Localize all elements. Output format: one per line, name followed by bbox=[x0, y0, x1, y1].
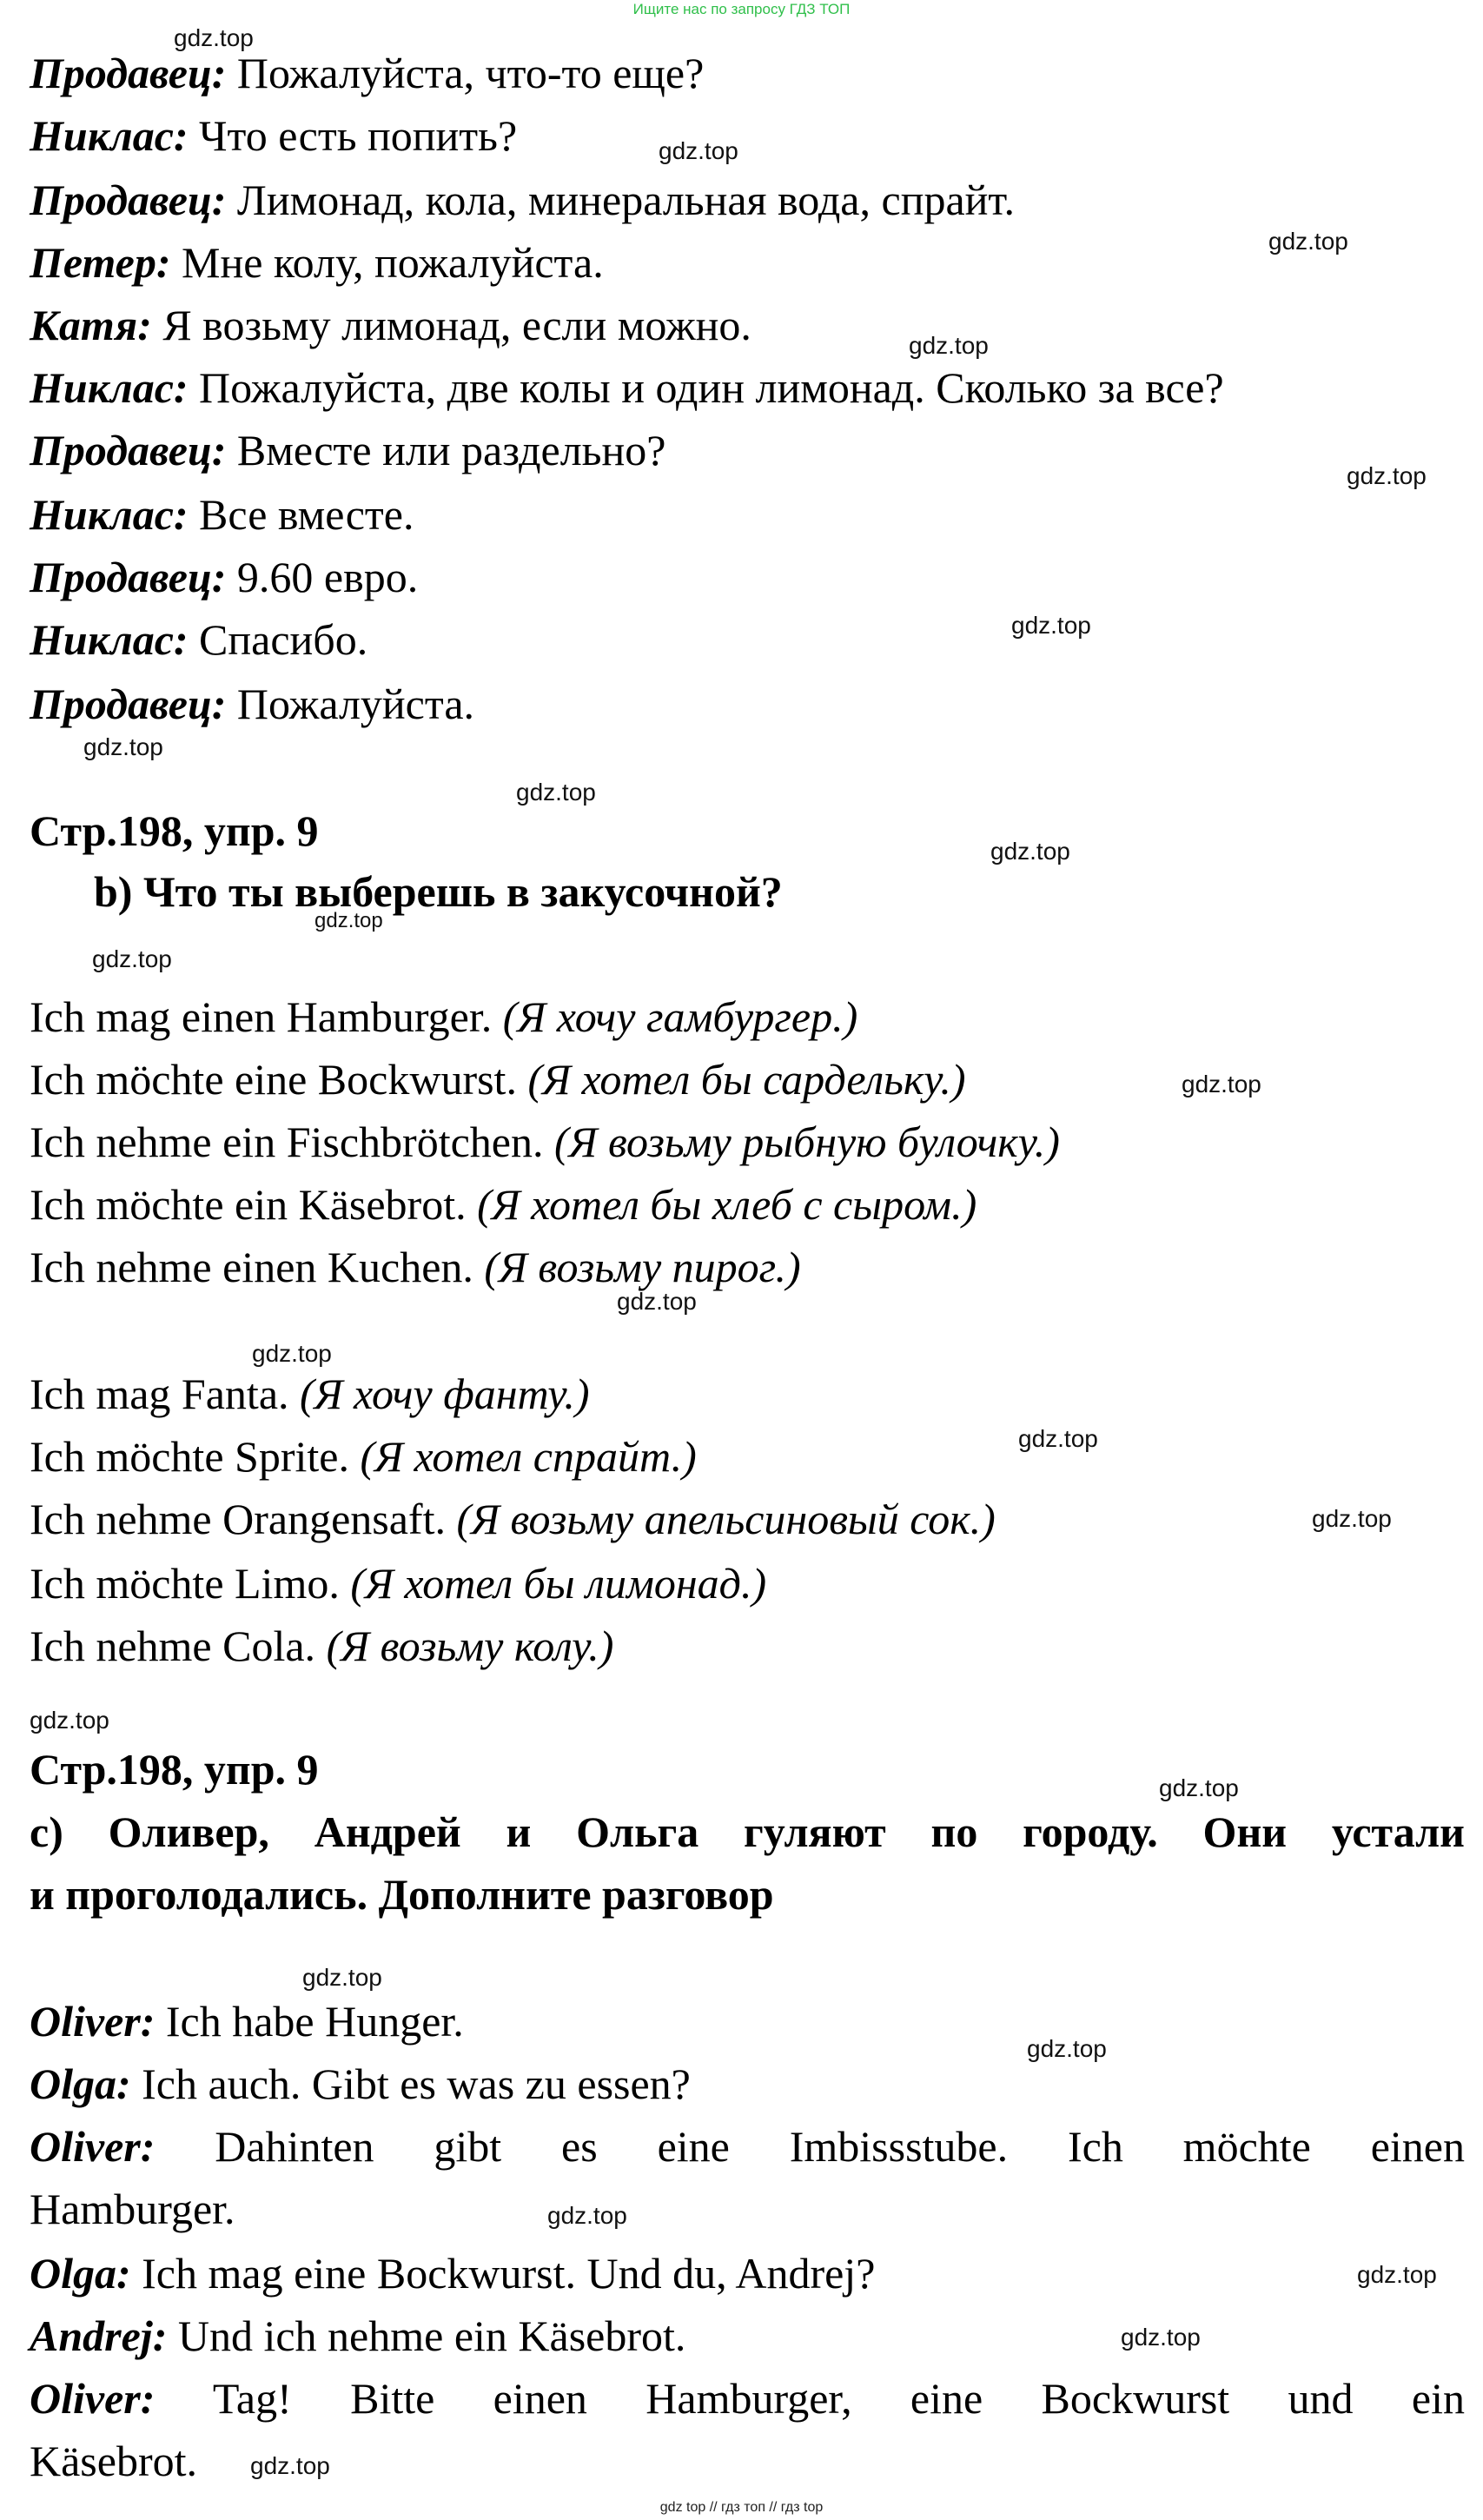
speaker: Продавец: bbox=[30, 426, 227, 474]
dialog1-line-2 bbox=[30, 109, 517, 162]
utterance: Tag! Bitte einen Hamburger, eine Bockwurst und ein bbox=[155, 2374, 1465, 2423]
watermark: gdz.top bbox=[1011, 612, 1091, 639]
watermark: gdz.top bbox=[1182, 1071, 1261, 1098]
watermark: gdz.top bbox=[659, 137, 738, 164]
russian-translation: (Я хочу фанту.) bbox=[300, 1369, 590, 1418]
speaker: Петер: bbox=[30, 238, 171, 287]
speaker: Продавец: bbox=[30, 49, 227, 97]
speaker: Продавец: bbox=[30, 680, 227, 728]
utterance: Und ich nehme ein Käsebrot. bbox=[167, 2311, 686, 2360]
russian-translation: (Я возьму пирог.) bbox=[484, 1243, 801, 1291]
watermark: gdz.top bbox=[30, 1707, 109, 1734]
dialog1-line-8 bbox=[30, 488, 414, 540]
russian-translation: (Я хочу гамбургер.) bbox=[502, 992, 858, 1041]
section-b-subtitle: b) Что ты выберешь в закусочной? bbox=[94, 867, 783, 916]
german-phrase: Ich möchte Limo. bbox=[30, 1559, 351, 1608]
russian-translation: (Я хотел бы лимонад.) bbox=[350, 1559, 767, 1608]
drink-line-2 bbox=[30, 1430, 697, 1482]
utterance: Вместе или раздельно? bbox=[226, 426, 666, 474]
speaker: Andrej: bbox=[30, 2311, 168, 2360]
utterance: 9.60 евро. bbox=[226, 553, 419, 601]
utterance: Я возьму лимонад, если можно. bbox=[151, 301, 751, 349]
drink-line-4 bbox=[30, 1557, 766, 1609]
drink-line-1 bbox=[30, 1368, 590, 1420]
watermark: gdz.top bbox=[302, 1964, 382, 1991]
drink-line-5 bbox=[30, 1620, 613, 1672]
watermark: gdz.top bbox=[1357, 2261, 1437, 2288]
section-c-subtitle-line1: c) Оливер, Андрей и Ольга гуляют по городу. Они устали bbox=[30, 1807, 1465, 1856]
watermark: gdz.top bbox=[1347, 462, 1427, 489]
dialog2-line-6 bbox=[30, 2372, 1465, 2424]
watermark: gdz.top bbox=[314, 909, 383, 932]
utterance: Dahinten gibt es eine Imbissstube. Ich möchte einen bbox=[155, 2122, 1465, 2171]
speaker: Продавец: bbox=[30, 176, 227, 224]
watermark: gdz.top bbox=[516, 779, 596, 806]
dialog1-line-9 bbox=[30, 551, 418, 603]
german-phrase: Ich möchte ein Käsebrot. bbox=[30, 1180, 478, 1229]
dialog2-line-1 bbox=[30, 1995, 464, 2047]
watermark: gdz.top bbox=[1312, 1505, 1392, 1532]
dialog2-line-5 bbox=[30, 2310, 685, 2362]
dialog2-line-2 bbox=[30, 2058, 691, 2110]
russian-translation: (Я возьму колу.) bbox=[326, 1621, 614, 1670]
speaker: Никлас: bbox=[30, 490, 189, 539]
german-phrase: Ich nehme einen Kuchen. bbox=[30, 1243, 485, 1291]
utterance: Все вместе. bbox=[188, 490, 414, 539]
watermark: gdz.top bbox=[92, 945, 172, 972]
utterance: Пожалуйста. bbox=[226, 680, 475, 728]
utterance: Лимонад, кола, минеральная вода, спрайт. bbox=[226, 176, 1015, 224]
speaker: Никлас: bbox=[30, 111, 189, 160]
german-phrase: Ich mag einen Hamburger. bbox=[30, 992, 503, 1041]
speaker: Никлас: bbox=[30, 363, 189, 412]
utterance: Käsebrot. bbox=[30, 2437, 197, 2485]
section-b-title: Стр.198, упр. 9 bbox=[30, 806, 319, 855]
german-phrase: Ich mag Fanta. bbox=[30, 1369, 301, 1418]
footer-links[interactable]: gdz top // гдз топ // гдз top bbox=[659, 2500, 824, 2515]
watermark: gdz.top bbox=[990, 838, 1070, 865]
german-phrase: Ich möchte eine Bockwurst. bbox=[30, 1055, 528, 1104]
watermark: gdz.top bbox=[1159, 1774, 1239, 1801]
german-phrase: Ich nehme Orangensaft. bbox=[30, 1495, 457, 1543]
watermark: gdz.top bbox=[1268, 228, 1348, 255]
speaker: Oliver: bbox=[30, 2374, 156, 2423]
food-line-1 bbox=[30, 991, 857, 1043]
speaker: Катя: bbox=[30, 301, 152, 349]
watermark: gdz.top bbox=[174, 24, 254, 51]
utterance: Hamburger. bbox=[30, 2185, 235, 2233]
utterance: Мне колу, пожалуйста. bbox=[170, 238, 604, 287]
food-line-2 bbox=[30, 1053, 966, 1105]
dialog1-line-1 bbox=[30, 47, 704, 99]
speaker: Olga: bbox=[30, 2059, 131, 2108]
watermark: gdz.top bbox=[909, 332, 989, 359]
dialog2-line-4 bbox=[30, 2247, 875, 2299]
dialog1-line-5 bbox=[30, 299, 751, 351]
dialog1-line-4 bbox=[30, 236, 604, 288]
section-c-subtitle-line2: и проголодались. Дополните разговор bbox=[30, 1870, 774, 1919]
utterance: Что есть попить? bbox=[188, 111, 518, 160]
german-phrase: Ich nehme ein Fischbrötchen. bbox=[30, 1117, 554, 1166]
russian-translation: (Я возьму рыбную булочку.) bbox=[553, 1117, 1060, 1166]
german-phrase: Ich möchte Sprite. bbox=[30, 1432, 361, 1481]
watermark: gdz.top bbox=[250, 2452, 330, 2479]
utterance: Спасибо. bbox=[188, 615, 368, 664]
utterance: Ich habe Hunger. bbox=[155, 1997, 464, 2046]
section-c-title: Стр.198, упр. 9 bbox=[30, 1745, 319, 1794]
speaker: Oliver: bbox=[30, 1997, 156, 2046]
german-phrase: Ich nehme Cola. bbox=[30, 1621, 327, 1670]
watermark: gdz.top bbox=[1027, 2035, 1107, 2062]
food-line-4 bbox=[30, 1178, 977, 1230]
russian-translation: (Я хотел спрайт.) bbox=[360, 1432, 697, 1481]
utterance: Пожалуйста, что-то еще? bbox=[226, 49, 705, 97]
watermark: gdz.top bbox=[1018, 1425, 1098, 1452]
watermark: gdz.top bbox=[547, 2202, 627, 2229]
utterance: Ich mag eine Bockwurst. Und du, Andrej? bbox=[130, 2249, 876, 2298]
dialog2-line-6-cont bbox=[30, 2435, 197, 2487]
dialog2-line-3-cont bbox=[30, 2183, 235, 2235]
watermark: gdz.top bbox=[617, 1288, 697, 1315]
watermark: gdz.top bbox=[83, 733, 163, 760]
speaker: Продавец: bbox=[30, 553, 227, 601]
speaker: Никлас: bbox=[30, 615, 189, 664]
russian-translation: (Я хотел бы сардельку.) bbox=[527, 1055, 966, 1104]
dialog1-line-7 bbox=[30, 424, 665, 476]
russian-translation: (Я возьму апельсиновый сок.) bbox=[456, 1495, 996, 1543]
top-banner[interactable]: Ищите нас по запросу ГДЗ ТОП bbox=[632, 1, 851, 17]
dialog2-line-3 bbox=[30, 2120, 1465, 2172]
drink-line-3 bbox=[30, 1493, 996, 1545]
food-line-3 bbox=[30, 1116, 1060, 1168]
speaker: Olga: bbox=[30, 2249, 131, 2298]
watermark: gdz.top bbox=[252, 1340, 332, 1367]
utterance: Пожалуйста, две колы и один лимонад. Сколько за все? bbox=[188, 363, 1224, 412]
dialog1-line-11 bbox=[30, 678, 474, 730]
utterance: Ich auch. Gibt es was zu essen? bbox=[130, 2059, 691, 2108]
dialog1-line-10 bbox=[30, 613, 367, 666]
russian-translation: (Я хотел бы хлеб с сыром.) bbox=[477, 1180, 977, 1229]
speaker: Oliver: bbox=[30, 2122, 156, 2171]
food-line-5 bbox=[30, 1241, 801, 1293]
watermark: gdz.top bbox=[1121, 2324, 1201, 2351]
dialog1-line-3 bbox=[30, 174, 1015, 226]
dialog1-line-6 bbox=[30, 361, 1224, 414]
